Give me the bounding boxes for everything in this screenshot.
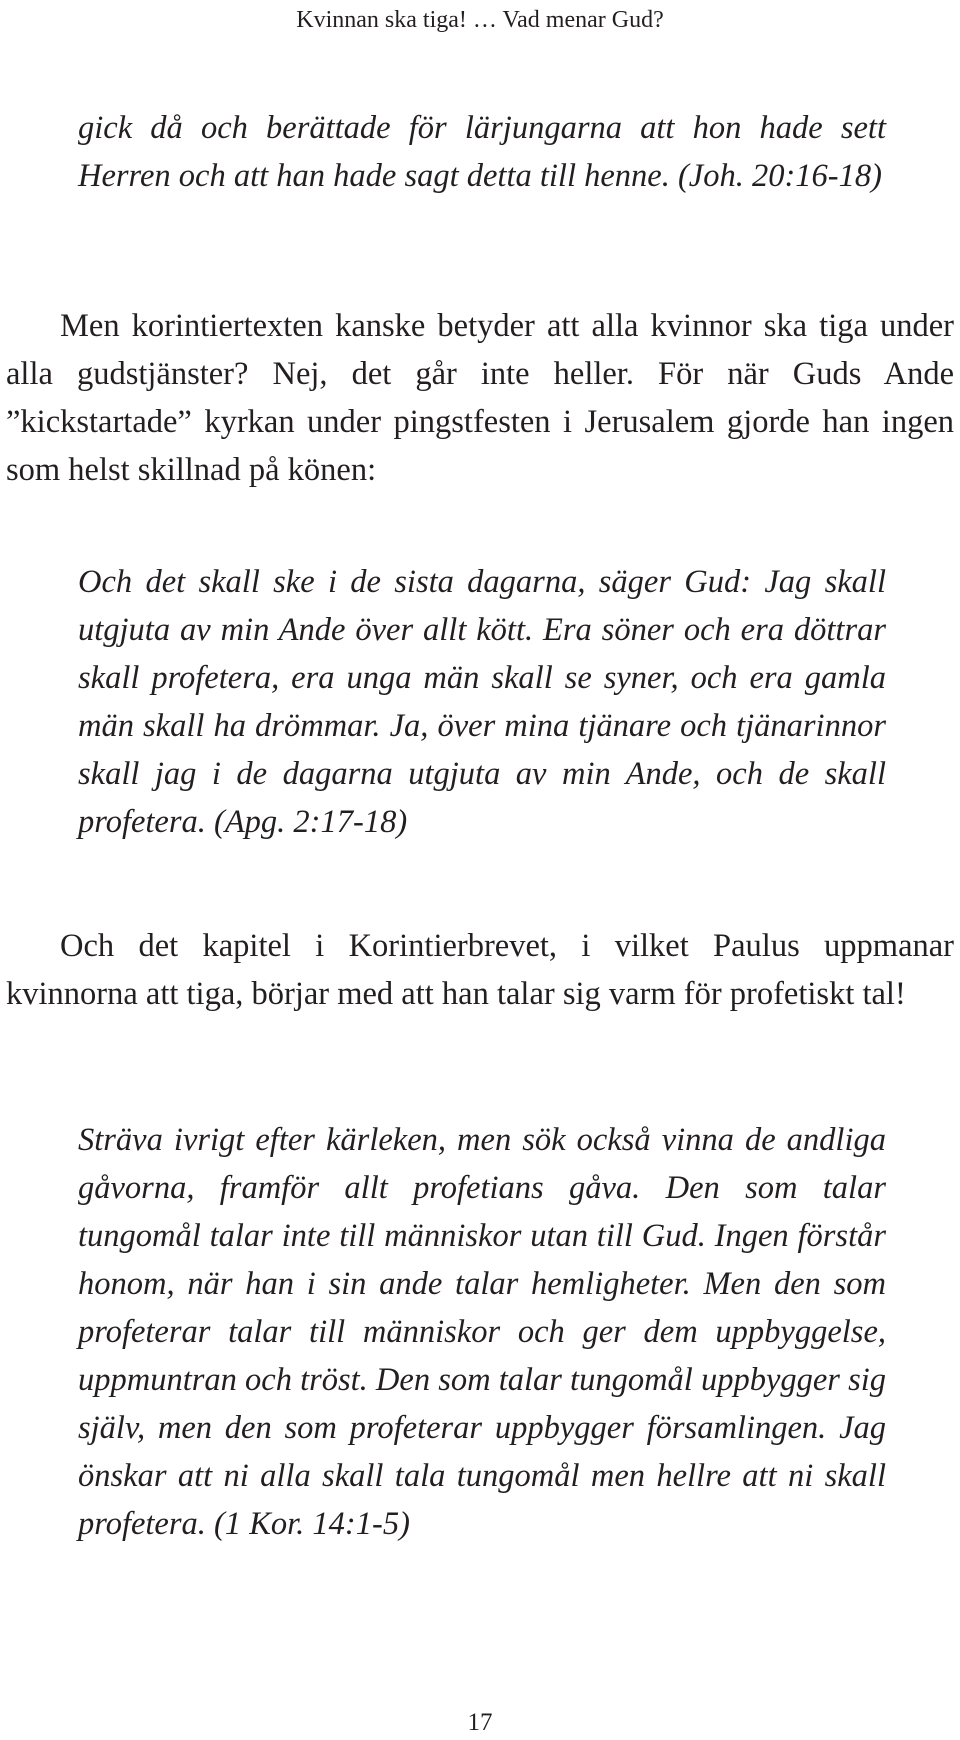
body-paragraph-corinthians: Och det kapitel i Korintierbrevet, i vilket Paulus uppmanar kvinnorna att tiga, börjar med att han talar sig varm för profetiskt tal!: [6, 928, 954, 1012]
running-header: Kvinnan ska tiga! … Vad menar Gud?: [296, 7, 664, 33]
scripture-quote-corinthians: Sträva ivrigt efter kärleken, men sök också vinna de andliga gåvorna, framför allt profetians gåva. Den som talar tungomål talar inte till människor utan till Gud. Ingen förstår honom, när han i sin ande talar hemligheter. Men den som profeterar talar till människor och ger dem uppbyggelse, uppmuntran och tröst. Den som talar tungomål uppbygger sig själv, men den som profeterar uppbygger församlingen. Jag önskar att ni alla skall tala tungomål men hellre att ni skall profetera. (1 Kor. 14:1-5): [78, 1122, 886, 1542]
scripture-quote-acts: Och det skall ske i de sista dagarna, säger Gud: Jag skall utgjuta av min Ande över allt kött. Era söner och era döttrar skall profetera, era unga män skall se syner, och era gamla män skall ha drömmar. Ja, över mina tjänare och tjänarinnor skall jag i de dagarna utgjuta av min Ande, och de skall profetera. (Apg. 2:17-18): [78, 564, 886, 840]
page-number: 17: [467, 1709, 493, 1736]
scripture-quote-john: gick då och berättade för lärjungarna att hon hade sett Herren och att han hade sagt detta till henne. (Joh. 20:16-18): [78, 110, 886, 194]
body-paragraph-pentecost: Men korintiertexten kanske betyder att alla kvinnor ska tiga under alla gudstjänster? Nej, det går inte heller. För när Guds Ande ”kickstartade” kyrkan under pingstfesten i Jerusalem gjorde han ingen som helst skillnad på könen:: [6, 308, 954, 488]
